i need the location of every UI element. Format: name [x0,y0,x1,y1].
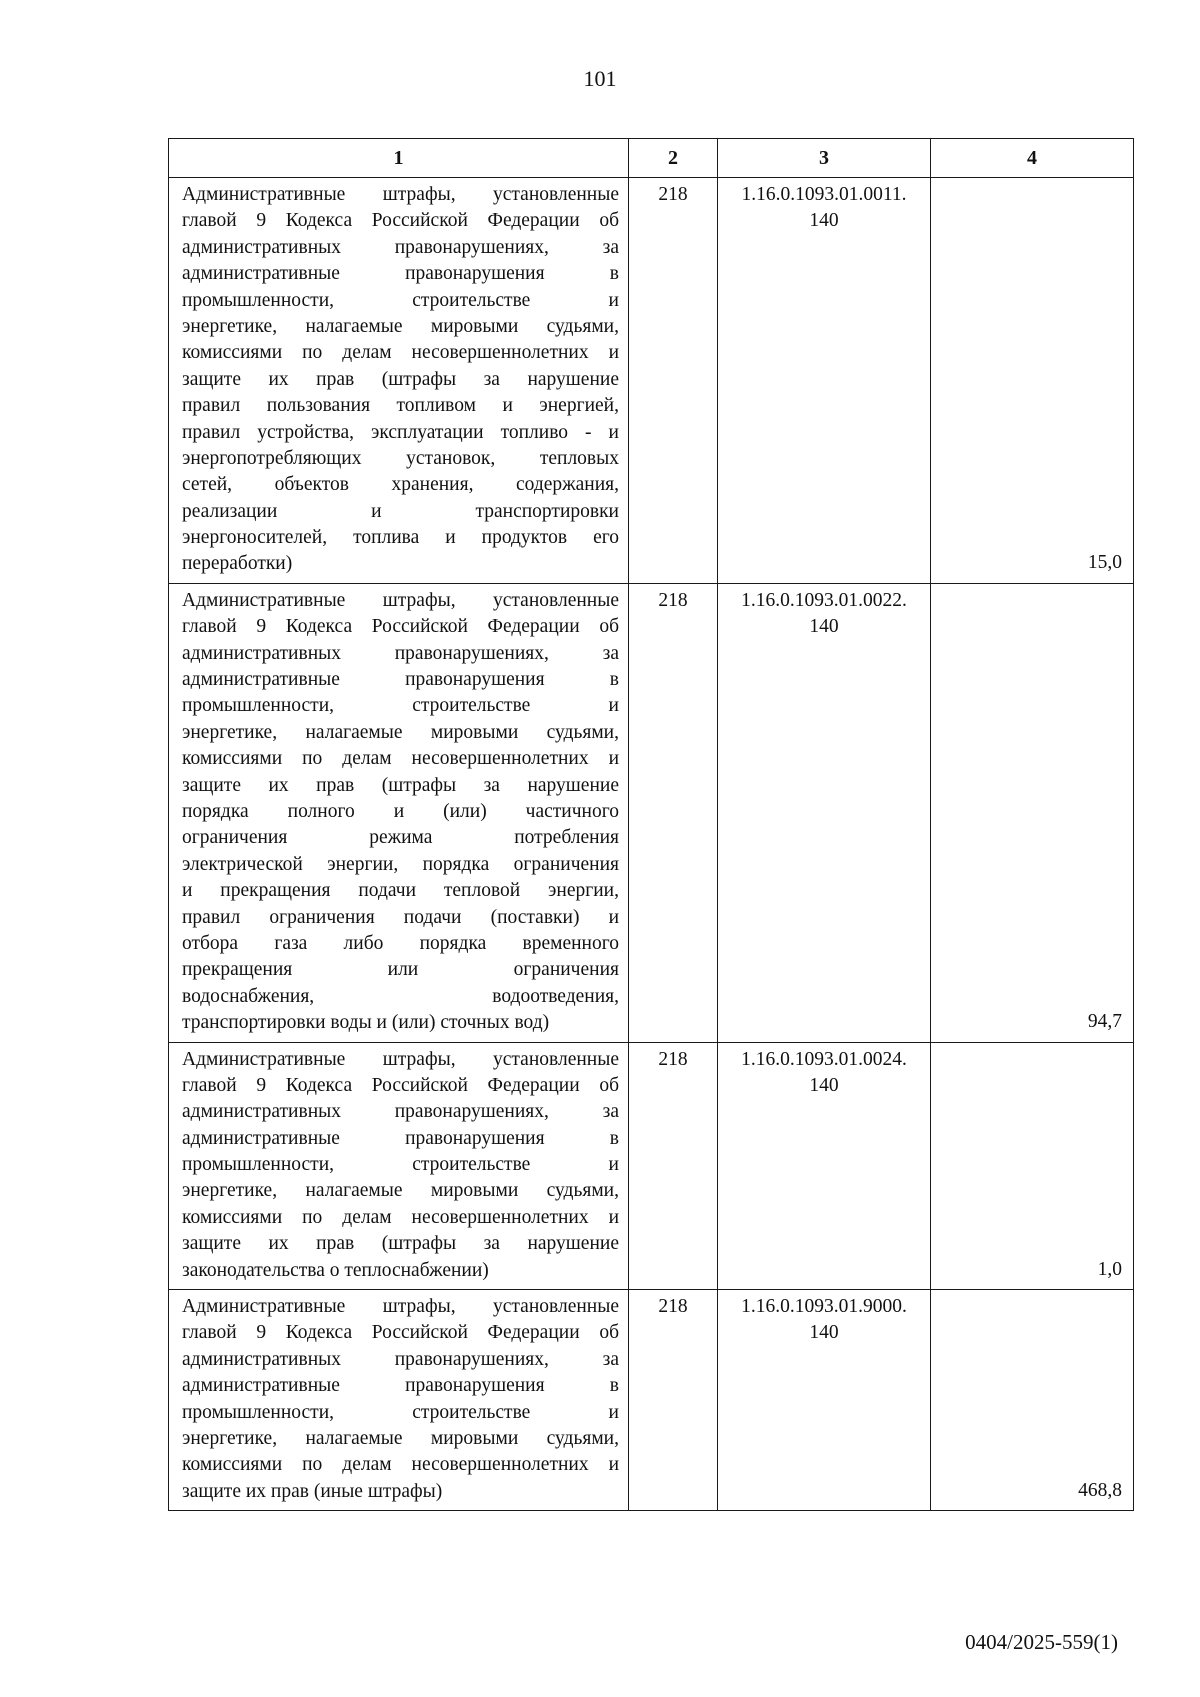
header-col-1: 1 [169,139,629,178]
admin-code-cell: 218 [629,1290,718,1511]
description-line: водоснабжения, водоотведения, [182,985,619,1007]
amount-cell: 468,8 [931,1290,1134,1511]
description-line: Административные штрафы, установленные [182,184,619,205]
budget-code-suffix: 140 [809,1074,839,1096]
header-col-3: 3 [718,139,931,178]
budget-code-suffix: 140 [809,1322,839,1344]
description-line: и прекращения подачи тепловой энергии, [182,880,619,902]
description-line: административные правонарушения в [182,669,619,691]
description-line: промышленности, строительстве и [182,289,619,311]
budget-code-suffix: 140 [809,616,839,638]
description-line: административных правонарушениях, за [182,1348,619,1370]
description-line: энергетике, налагаемые мировыми судьями, [182,315,619,337]
description-line: энергопотребляющих установок, тепловых [182,447,619,469]
description-line: административные правонарушения в [182,1375,619,1397]
description-line: правил ограничения подачи (поставки) и [182,906,619,928]
budget-code-suffix: 140 [809,210,839,232]
document-id: 0404/2025-559(1) [965,1630,1118,1654]
description-line: электрической энергии, порядка ограничения [182,853,619,875]
description-line: прекращения или ограничения [182,959,619,981]
description-line: административных правонарушениях, за [182,642,619,664]
description-line: сетей, объектов хранения, содержания, [182,474,619,496]
description-line: отбора газа либо порядка временного [182,932,619,954]
admin-code-cell: 218 [629,178,718,584]
page-number: 101 [583,66,617,91]
description-line: правил устройства, эксплуатации топливо - и [182,421,619,443]
description-line: комиссиями по делам несовершеннолетних и [182,1454,619,1476]
description-line: Административные штрафы, установленные [182,1048,619,1070]
description-line: законодательства о теплоснабжении) [182,1259,489,1281]
budget-code-cell [718,583,931,1042]
description-line: энергетике, налагаемые мировыми судьями, [182,1427,619,1449]
description-line: защите их прав (штрафы за нарушение [182,1233,619,1255]
description-line: защите их прав (иные штрафы) [182,1480,443,1502]
description-line: административных правонарушениях, за [182,236,619,258]
table-row [169,583,1134,1042]
header-col-2: 2 [629,139,718,178]
budget-code-line: 1.16.0.1093.01.0024. [741,1048,907,1070]
budget-code-cell [718,1042,931,1290]
admin-code-cell: 218 [629,583,718,1042]
header-col-4: 4 [931,139,1134,178]
table-row [169,1290,1134,1511]
description-line: защите их прав (штрафы за нарушение [182,774,619,796]
description-line: главой 9 Кодекса Российской Федерации об [182,616,619,638]
description-line: энергетике, налагаемые мировыми судьями, [182,1180,619,1202]
table-row [169,1042,1134,1290]
budget-code-line: 1.16.0.1093.01.0022. [741,589,907,611]
description-cell [169,1042,629,1290]
description-line: административных правонарушениях, за [182,1101,619,1123]
description-line: энергоносителей, топлива и продуктов его [182,527,619,549]
description-line: главой 9 Кодекса Российской Федерации об [182,1074,619,1096]
description-line: ограничения режима потребления [182,827,619,849]
table-header-row [169,139,1134,178]
description-line: промышленности, строительстве и [182,1154,619,1176]
table-body [169,178,1134,1511]
description-cell [169,583,629,1042]
description-line: комиссиями по делам несовершеннолетних и [182,342,619,364]
description-line: транспортировки воды и (или) сточных вод) [182,1012,550,1034]
budget-code-line: 1.16.0.1093.01.0011. [741,184,907,205]
description-cell [169,178,629,584]
description-line: комиссиями по делам несовершеннолетних и [182,1206,619,1228]
description-line: реализации и транспортировки [182,500,619,522]
table-row [169,178,1134,584]
description-line: энергетике, налагаемые мировыми судьями, [182,721,619,743]
admin-code-cell: 218 [629,1042,718,1290]
budget-table [168,138,1134,1511]
description-cell [169,1290,629,1511]
description-line: Административные штрафы, установленные [182,1296,619,1318]
budget-code-cell [718,1290,931,1511]
description-line: главой 9 Кодекса Российской Федерации об [182,210,619,232]
budget-code-line: 1.16.0.1093.01.9000. [741,1296,907,1318]
description-line: административные правонарушения в [182,1127,619,1149]
description-line: Административные штрафы, установленные [182,589,619,611]
description-line: переработки) [182,553,293,575]
amount-cell: 1,0 [931,1042,1134,1290]
description-line: административные правонарушения в [182,263,619,285]
description-line: промышленности, строительстве и [182,1401,619,1423]
description-line: главой 9 Кодекса Российской Федерации об [182,1322,619,1344]
description-line: защите их прав (штрафы за нарушение [182,368,619,390]
amount-cell: 94,7 [931,583,1134,1042]
budget-code-cell [718,178,931,584]
description-line: комиссиями по делам несовершеннолетних и [182,748,619,770]
description-line: порядка полного и (или) частичного [182,800,619,822]
amount-cell: 15,0 [931,178,1134,584]
description-line: правил пользования топливом и энергией, [182,395,619,417]
description-line: промышленности, строительстве и [182,695,619,717]
